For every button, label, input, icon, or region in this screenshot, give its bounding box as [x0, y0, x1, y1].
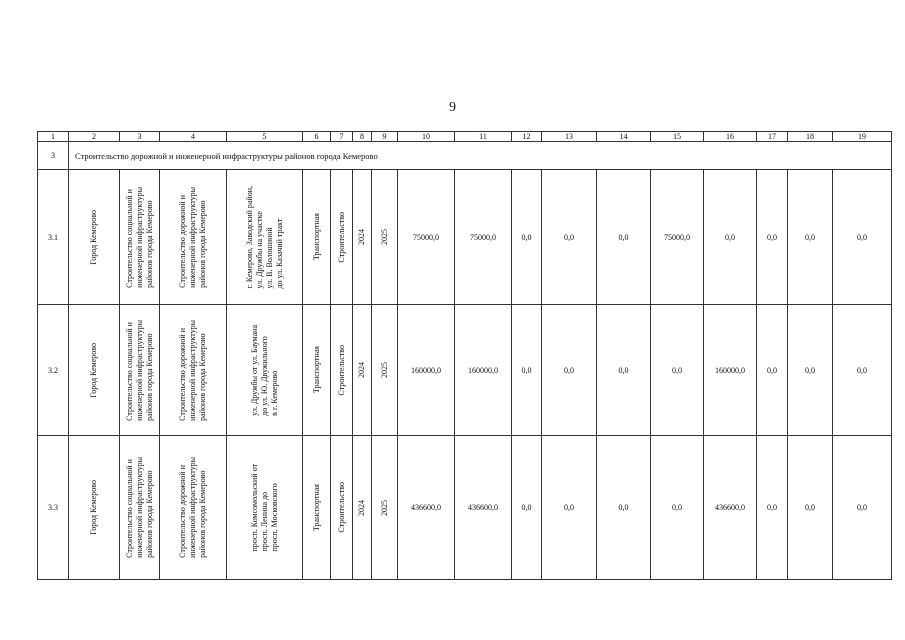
event-text: Строительство дорожной и инженерной инфраструктуры районов города Кемерово	[178, 319, 207, 421]
infrastructure-type-cell	[303, 170, 331, 305]
value-cell: 436600,0	[704, 436, 757, 580]
work-type-text: Строительство	[336, 344, 346, 396]
value-cell: 0,0	[542, 436, 597, 580]
program-text: Строительство социальной и инженерной инфраструктуры районов города Кемерово	[124, 319, 154, 421]
column-header: 19	[833, 132, 892, 142]
object-text: г. Кемерово, Заводский район, ул. Дружбы на участке ул. В. Волошиной до ул. Казачий тракт	[244, 185, 284, 289]
infrastructure-type-cell	[303, 436, 331, 580]
value-cell: 75000,0	[455, 170, 512, 305]
event-cell	[160, 436, 227, 580]
table-row	[38, 170, 892, 305]
program-text: Строительство социальной и инженерной инфраструктуры районов города Кемерово	[124, 457, 154, 558]
end-year-cell	[372, 305, 398, 436]
value-cell: 0,0	[512, 305, 542, 436]
start-year-text: 2024	[357, 229, 366, 245]
value-cell: 0,0	[757, 436, 788, 580]
value-cell: 436600,0	[398, 436, 455, 580]
start-year-text: 2024	[357, 499, 366, 516]
municipality-cell	[69, 170, 120, 305]
column-header: 13	[542, 132, 597, 142]
infrastructure-type-text: Транспортная	[311, 213, 321, 261]
object-cell	[227, 170, 303, 305]
value-cell: 0,0	[597, 436, 651, 580]
object-cell	[227, 305, 303, 436]
column-header: 16	[704, 132, 757, 142]
municipality-cell	[69, 305, 120, 436]
event-cell	[160, 305, 227, 436]
column-header: 7	[331, 132, 353, 142]
table-row	[38, 436, 892, 580]
value-cell: 0,0	[833, 305, 892, 436]
municipality-text: Город Кемерово	[89, 209, 98, 265]
column-header: 2	[69, 132, 120, 142]
work-type-cell	[331, 305, 353, 436]
start-year-cell	[353, 170, 372, 305]
value-cell: 0,0	[651, 436, 704, 580]
event-text: Строительство дорожной и инженерной инфраструктуры районов города Кемерово	[178, 457, 207, 558]
data-table	[37, 131, 892, 580]
value-cell: 75000,0	[398, 170, 455, 305]
value-cell: 0,0	[542, 305, 597, 436]
value-cell: 0,0	[542, 170, 597, 305]
value-cell: 0,0	[704, 170, 757, 305]
value-cell: 160000,0	[398, 305, 455, 436]
start-year-cell	[353, 305, 372, 436]
value-cell: 0,0	[757, 305, 788, 436]
municipality-text: Город Кемерово	[89, 480, 98, 535]
value-cell: 0,0	[757, 170, 788, 305]
infrastructure-type-text: Транспортная	[311, 483, 321, 532]
section-title: Строительство дорожной и инженерной инфраструктуры районов города Кемерово	[69, 142, 892, 170]
column-header: 17	[757, 132, 788, 142]
value-cell: 0,0	[651, 305, 704, 436]
column-header: 6	[303, 132, 331, 142]
end-year-text: 2025	[379, 362, 389, 378]
program-cell	[120, 305, 160, 436]
row-number: 3.2	[38, 305, 69, 436]
value-cell: 0,0	[788, 170, 833, 305]
column-header: 14	[597, 132, 651, 142]
section-row	[38, 142, 892, 170]
work-type-text: Строительство	[336, 211, 346, 263]
infrastructure-type-text: Транспортная	[311, 346, 321, 394]
infrastructure-type-cell	[303, 305, 331, 436]
column-header: 12	[512, 132, 542, 142]
value-cell: 0,0	[597, 305, 651, 436]
program-text: Строительство социальной и инженерной инфраструктуры районов города Кемерово	[124, 186, 154, 288]
event-text: Строительство дорожной и инженерной инфраструктуры районов города Кемерово	[178, 186, 207, 288]
program-cell	[120, 170, 160, 305]
value-cell: 0,0	[788, 436, 833, 580]
column-header: 18	[788, 132, 833, 142]
row-number: 3.3	[38, 436, 69, 580]
start-year-cell	[353, 436, 372, 580]
column-header: 10	[398, 132, 455, 142]
municipality-text: Город Кемерово	[89, 342, 98, 398]
object-cell	[227, 436, 303, 580]
object-text: просп. Комсомольский от просп. Ленина до просп. Московского	[249, 463, 279, 552]
end-year-text: 2025	[379, 229, 389, 245]
column-header: 8	[353, 132, 372, 142]
value-cell: 0,0	[512, 436, 542, 580]
column-header: 11	[455, 132, 512, 142]
column-header-row	[38, 132, 892, 142]
value-cell: 160000,0	[455, 305, 512, 436]
column-header: 15	[651, 132, 704, 142]
start-year-text: 2024	[357, 362, 366, 378]
program-cell	[120, 436, 160, 580]
municipality-cell	[69, 436, 120, 580]
section-number: 3	[38, 142, 69, 170]
value-cell: 75000,0	[651, 170, 704, 305]
value-cell: 0,0	[833, 170, 892, 305]
value-cell: 0,0	[512, 170, 542, 305]
end-year-text: 2025	[379, 499, 389, 516]
end-year-cell	[372, 436, 398, 580]
value-cell: 0,0	[833, 436, 892, 580]
work-type-cell	[331, 436, 353, 580]
column-header: 9	[372, 132, 398, 142]
column-header: 3	[120, 132, 160, 142]
work-type-cell	[331, 170, 353, 305]
end-year-cell	[372, 170, 398, 305]
value-cell: 436600,0	[455, 436, 512, 580]
value-cell: 0,0	[597, 170, 651, 305]
column-header: 1	[38, 132, 69, 142]
work-type-text: Строительство	[336, 482, 346, 533]
object-text: ул. Дружбы от ул. Баумана до ул. Ю. Двужильного в г. Кемерово	[249, 324, 279, 416]
value-cell: 0,0	[788, 305, 833, 436]
event-cell	[160, 170, 227, 305]
row-number: 3.1	[38, 170, 69, 305]
column-header: 4	[160, 132, 227, 142]
column-header: 5	[227, 132, 303, 142]
value-cell: 160000,0	[704, 305, 757, 436]
page-number: 9	[449, 100, 456, 115]
table-row	[38, 305, 892, 436]
